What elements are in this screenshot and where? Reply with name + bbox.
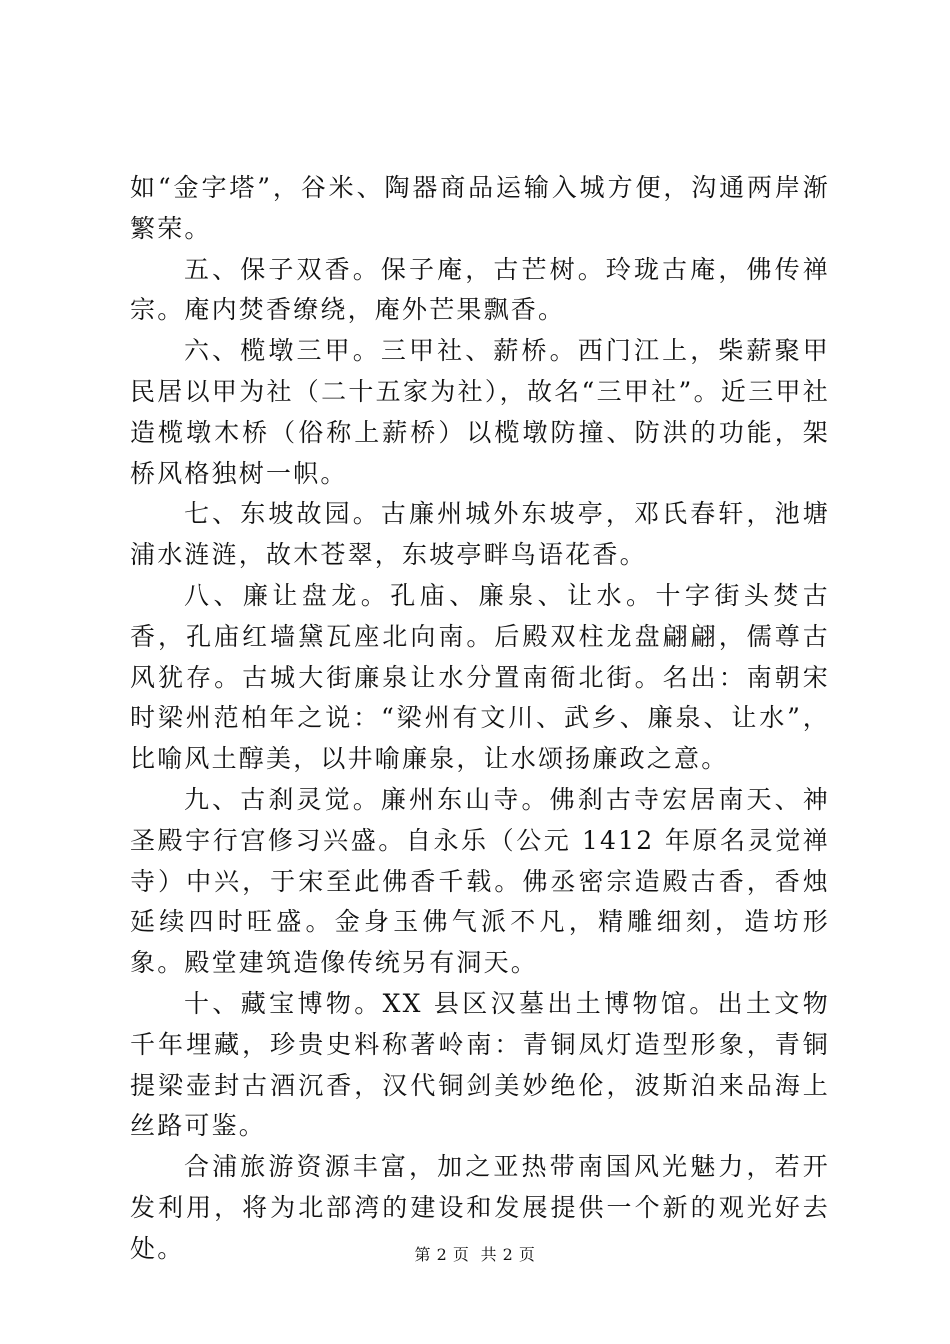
paragraph-item-5: 五、保子双香。保子庵，古芒树。玲珑古庵，佛传禅宗。庵内焚香缭绕，庵外芒果飘香。 (130, 254, 830, 325)
paragraph-item-7: 七、东坡故园。古廉州城外东坡亭，邓氏春轩，池塘浦水涟涟，故木苍翠，东坡亭畔鸟语花香。 (130, 499, 830, 570)
page-number-label: 第 2 页 共 2 页 (414, 1245, 536, 1264)
paragraph-continuation: 如“金字塔”，谷米、陶器商品运输入城方便，沟通两岸渐繁荣。 (130, 173, 830, 243)
paragraph-item-6: 六、榄墩三甲。三甲社、薪桥。西门江上，柴薪聚甲民居以甲为社（二十五家为社），故名“三甲社”。近三甲社造榄墩木桥（俗称上薪桥）以榄墩防撞、防洪的功能，架桥风格独树一帜。 (130, 336, 830, 488)
paragraph-item-9: 九、古刹灵觉。廉州东山寺。佛刹古寺宏居南天、神圣殿宇行宫修习兴盛。自永乐（公元 1412 年原名灵觉禅寺）中兴，于宋至此佛香千载。佛丞密宗造殿古香，香烛延续四时旺盛。金身玉佛气派不凡，精雕细刻，造坊形象。殿堂建筑造像传统另有洞天。 (130, 784, 830, 978)
paragraph-conclusion: 合浦旅游资源丰富，加之亚热带南国风光魅力，若开发利用，将为北部湾的建设和发展提供一个新的观光好去处。 (130, 1152, 830, 1263)
document-body (130, 168, 830, 1270)
paragraph-item-10: 十、藏宝博物。XX 县区汉墓出土博物馆。出土文物千年埋藏，珍贵史料称著岭南：青铜凤灯造型形象，青铜提梁壶封古酒沉香，汉代铜剑美妙绝伦，波斯泊来品海上丝路可鉴。 (130, 988, 830, 1141)
paragraph-item-8: 八、廉让盘龙。孔庙、廉泉、让水。十字街头焚古香，孔庙红墙黛瓦座北向南。后殿双柱龙盘翩翩，儒尊古风犹存。古城大街廉泉让水分置南衙北街。名出：南朝宋时梁州范柏年之说：“梁州有文川、武乡、廉泉、让水”，比喻风土醇美，以井喻廉泉，让水颂扬廉政之意。 (130, 580, 830, 774)
page-footer (0, 1244, 950, 1266)
